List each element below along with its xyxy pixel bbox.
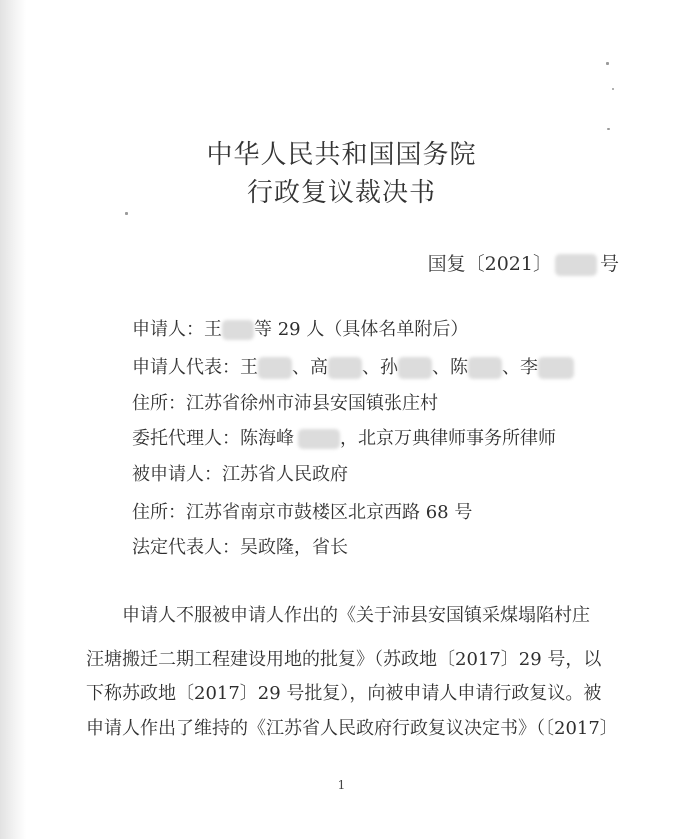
party-label: 申请人：: [132, 319, 204, 340]
party-applicant-representatives: [132, 353, 574, 383]
party-label: 委托代理人：: [132, 428, 240, 449]
party-label: 住所：: [132, 502, 186, 523]
body-line: 下称苏政地〔2017〕29 号批复），向被申请人申请行政复议。被: [86, 683, 602, 704]
document-subtitle: 行政复议裁决书: [246, 178, 436, 208]
rep-name: 王: [240, 357, 258, 378]
party-value: 吴政隆，省长: [240, 537, 348, 558]
scan-speck: [125, 212, 128, 215]
party-agent: [132, 424, 556, 454]
party-label: 住所：: [132, 393, 186, 414]
party-respondent-address: [132, 498, 472, 528]
party-applicant-address: [132, 389, 438, 419]
page-number: 1: [337, 778, 346, 792]
redacted-block: [328, 357, 362, 379]
rep-name: 高: [310, 357, 328, 378]
redacted-block: [468, 357, 502, 379]
party-label: 法定代表人：: [132, 537, 240, 558]
document-title: 中华人民共和国国务院: [206, 140, 477, 170]
redacted-block: [538, 357, 574, 379]
party-legal-representative: [132, 533, 348, 563]
party-value: 江苏省人民政府: [222, 464, 348, 485]
rep-name: 孙: [380, 357, 398, 378]
separator: 、: [502, 357, 520, 378]
party-value: 江苏省徐州市沛县安国镇张庄村: [186, 393, 438, 414]
rep-name: 李: [520, 357, 538, 378]
doc-number-prefix: 国复〔2021〕: [427, 253, 552, 275]
party-value: 江苏省南京市鼓楼区北京西路 68 号: [186, 502, 473, 523]
redacted-block: [398, 357, 432, 379]
party-label: 申请人代表：: [132, 357, 240, 378]
document-number: [428, 249, 619, 276]
redacted-block: [258, 357, 292, 379]
scan-speck: [607, 128, 610, 130]
separator: 、: [362, 357, 380, 378]
rep-name: 陈: [450, 357, 468, 378]
party-value: ，北京万典律师事务所律师: [340, 428, 556, 449]
party-value: 等 29 人（具体名单附后）: [254, 319, 469, 340]
page-edge-shadow: [0, 0, 26, 839]
party-value: 陈海峰: [240, 428, 294, 449]
separator: 、: [292, 357, 310, 378]
body-line: 申请人不服被申请人作出的《关于沛县安国镇采煤塌陷村庄: [122, 605, 590, 626]
party-value: 王: [204, 319, 222, 340]
body-line: 申请人作出了维持的《江苏省人民政府行政复议决定书》（〔2017〕: [86, 718, 618, 739]
separator: 、: [432, 357, 450, 378]
body-line: 汪塘搬迁二期工程建设用地的批复》（苏政地〔2017〕29 号，以: [86, 649, 602, 670]
redacted-block: [298, 429, 340, 449]
scan-speck: [606, 62, 609, 65]
redacted-block: [222, 320, 254, 340]
scan-speck: [612, 88, 614, 90]
party-label: 被申请人：: [132, 464, 222, 485]
redacted-block: [555, 254, 597, 276]
doc-number-suffix: 号: [599, 253, 619, 275]
party-respondent: [132, 460, 348, 490]
party-applicant: [132, 315, 468, 345]
